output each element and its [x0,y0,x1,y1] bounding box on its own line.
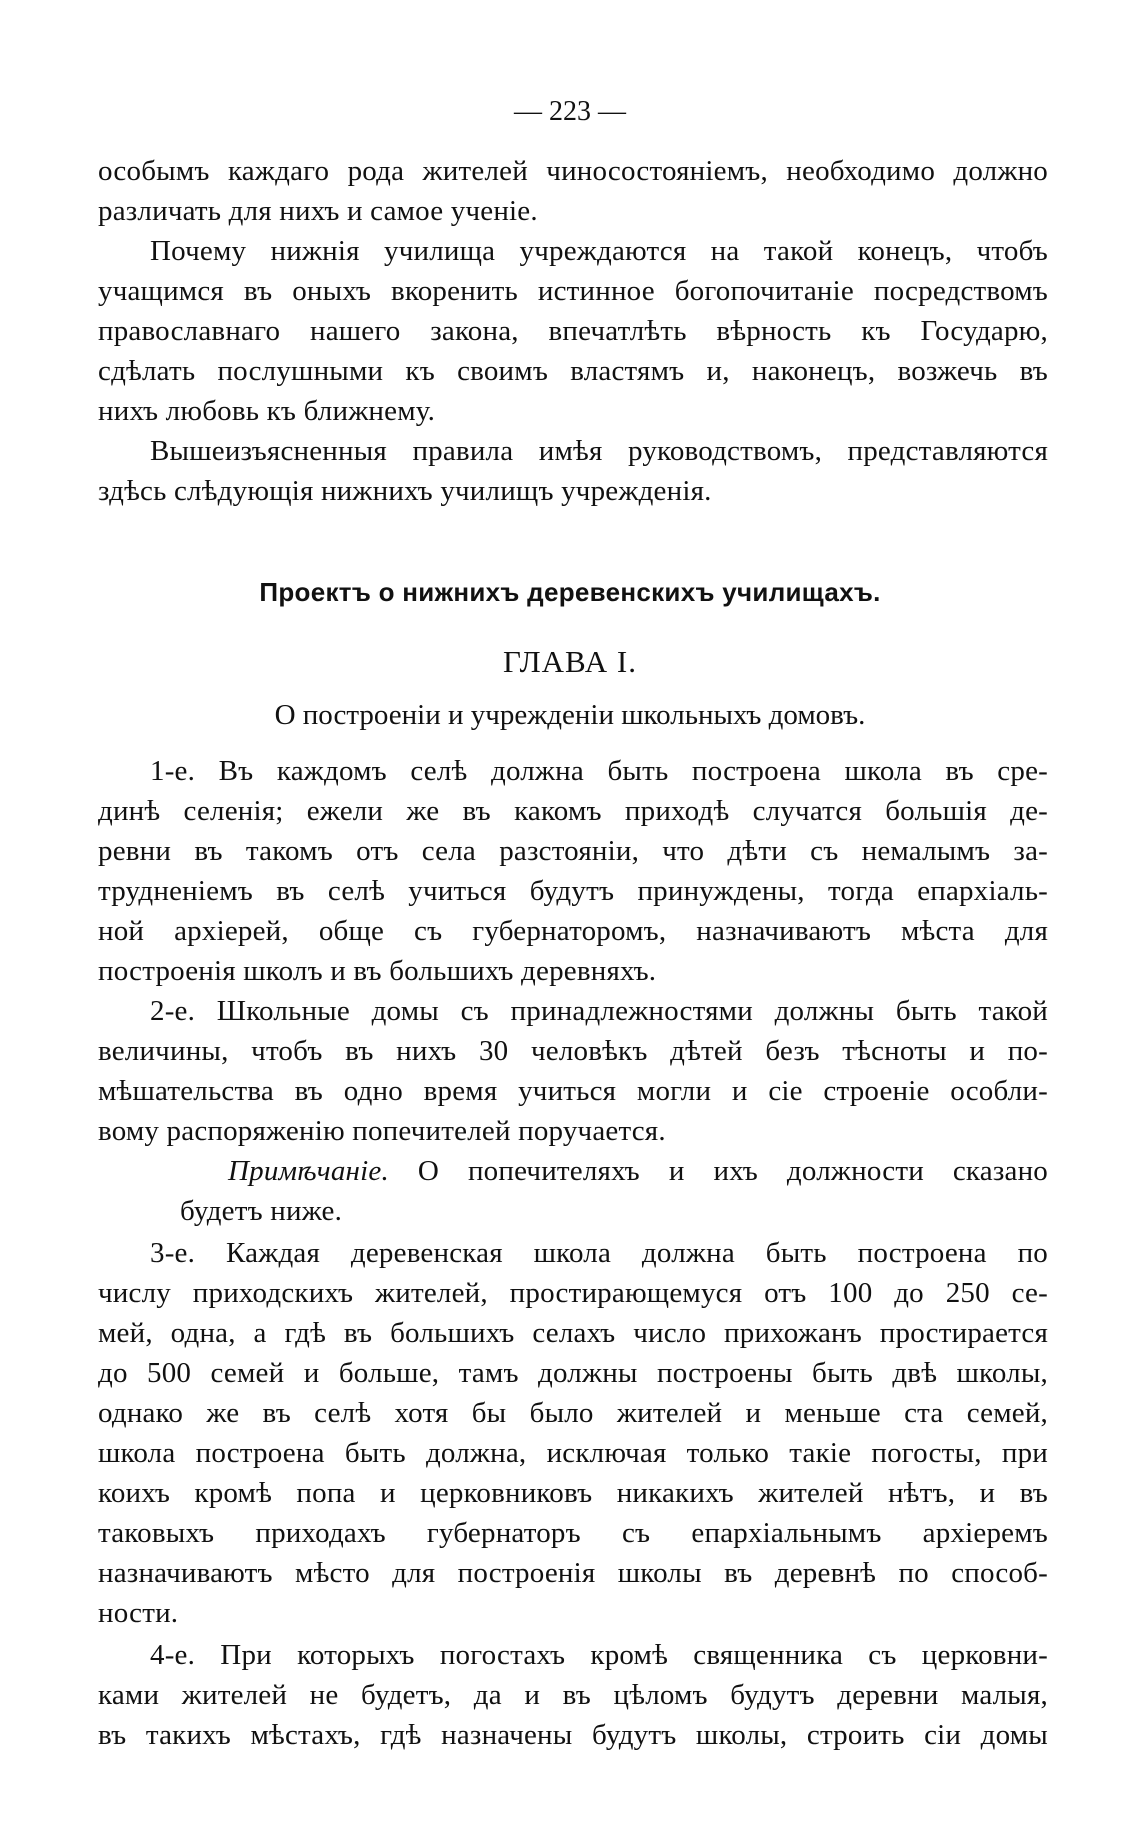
text-line: 1-е. Въ каждомъ селѣ должна быть построена школа въ сре- [150,755,1048,787]
text-line: числу приходскихъ жителей, простирающемуся отъ 100 до 250 се- [98,1277,1048,1309]
text-line: ками жителей не будетъ, да и въ цѣломъ будутъ деревни малыя, [98,1679,1048,1711]
note-label: Примѣчаніе. [228,1155,389,1187]
text-line: ности. [98,1597,179,1629]
note-line [228,1152,1048,1190]
text-line: православнаго нашего закона, впечатлѣть вѣрность къ Государю, [98,315,1048,347]
text-line: Вышеизъясненныя правила имѣя руководствомъ, представляются [150,435,1048,467]
text-line: особымъ каждаго рода жителей чиносостояніемъ, необходимо должно [98,155,1048,187]
text-line: таковыхъ приходахъ губернаторъ съ епархіальнымъ архіеремъ [98,1517,1048,1549]
text-line: ной архіерей, обще съ губернаторомъ, назначиваютъ мѣста для [98,915,1048,947]
chapter-subtitle: О построеніи и учрежденіи школьныхъ домовъ. [274,699,866,731]
text-line: однако же въ селѣ хотя бы было жителей и меньше ста семей, [98,1397,1048,1429]
text-line: до 500 семей и больше, тамъ должны построены быть двѣ школы, [98,1357,1048,1389]
note-line: будетъ ниже. [180,1195,343,1227]
project-title: Проектъ о нижнихъ деревенскихъ училищахъ. [259,577,881,607]
text-line: Почему нижнія училища учреждаются на такой конецъ, чтобъ [150,235,1048,267]
text-line: 2-е. Школьные домы съ принадлежностями должны быть такой [150,995,1048,1027]
text-line: сдѣлать послушными къ своимъ властямъ и, наконецъ, возжечь въ [98,355,1048,387]
text-line: коихъ кромѣ попа и церковниковъ никакихъ жителей нѣтъ, и въ [98,1477,1048,1509]
text-line: построенія школъ и въ большихъ деревняхъ. [98,955,657,987]
text-line: трудненіемъ въ селѣ учиться будутъ принуждены, тогда епархіаль- [98,875,1048,907]
text-line: учащимся въ оныхъ вкоренить истинное богопочитаніе посредствомъ [98,275,1048,307]
text-line: вому распоряженію попечителей поручается. [98,1115,666,1147]
text-line: въ такихъ мѣстахъ, гдѣ назначены будутъ школы, строить сіи домы [98,1719,1048,1751]
text-line: 4-е. При которыхъ погостахъ кромѣ священника съ церковни- [150,1639,1048,1671]
text-line: динѣ селенія; ежели же въ какомъ приходѣ случатся большія де- [98,795,1048,827]
text-line: школа построена быть должна, исключая только такіе погосты, при [98,1437,1048,1469]
text-line: ревни въ такомъ отъ села разстояніи, что дѣти съ немалымъ за- [98,835,1048,867]
text-line: мей, одна, а гдѣ въ большихъ селахъ число прихожанъ простирается [98,1317,1048,1349]
text-line: различать для нихъ и самое ученіе. [98,195,538,227]
text-line: мѣшательства въ одно время учиться могли и сіе строеніе особли- [98,1075,1048,1107]
page-number: — 223 — [514,96,626,127]
note-text: О попечителяхъ и ихъ должности сказано [417,1155,1048,1187]
text-line: назначиваютъ мѣсто для построенія школы въ деревнѣ по способ- [98,1557,1048,1589]
text-line: нихъ любовь къ ближнему. [98,395,436,427]
text-line: 3-е. Каждая деревенская школа должна быть построена по [150,1237,1048,1269]
text-line: величины, чтобъ въ нихъ 30 человѣкъ дѣтей безъ тѣсноты и по- [98,1035,1048,1067]
text-line: здѣсь слѣдующія нижнихъ училищъ учрежденія. [98,475,712,507]
chapter-title: ГЛАВА I. [503,644,637,679]
